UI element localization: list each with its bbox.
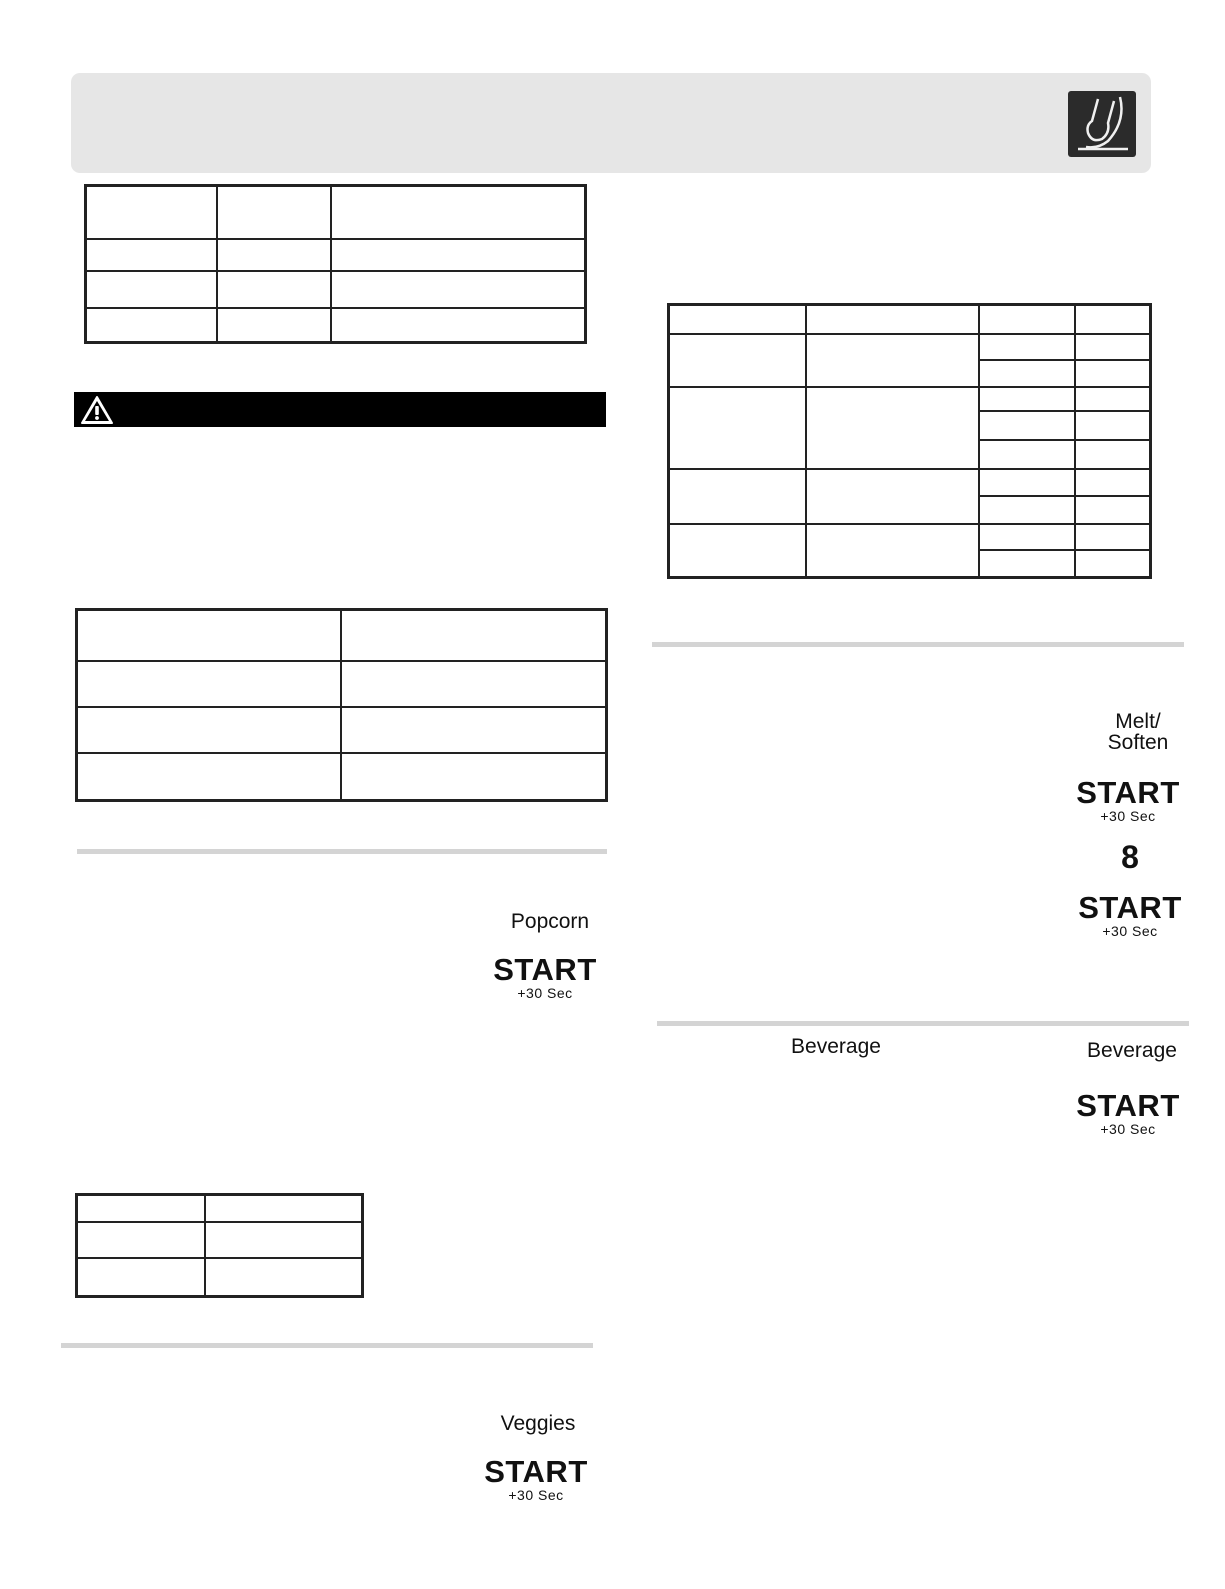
start-key (1073, 1090, 1183, 1137)
start-key-sublabel: +30 Sec (1100, 808, 1156, 824)
start-key-sublabel: +30 Sec (517, 985, 573, 1001)
warning-bar (74, 392, 606, 427)
start-key (490, 954, 600, 1001)
table-cell (341, 707, 607, 753)
start-key (1075, 892, 1185, 939)
start-key-label: START (1076, 775, 1180, 810)
start-key-label: START (484, 1454, 588, 1489)
beverage-heading-key: Beverage (791, 1035, 881, 1058)
page-header-band (71, 73, 1151, 173)
table-cell (205, 1258, 363, 1297)
start-key-sublabel: +30 Sec (1100, 1121, 1156, 1137)
table-cell (217, 186, 331, 239)
table-cell (217, 239, 331, 271)
table-cell (205, 1195, 363, 1222)
section-divider (61, 1343, 593, 1348)
start-key (1073, 777, 1183, 824)
table-cell (77, 1195, 205, 1222)
table-cell (86, 308, 217, 343)
table-cell (86, 186, 217, 239)
section-divider (657, 1021, 1189, 1026)
start-key-label: START (493, 952, 597, 987)
table-cell (86, 271, 217, 308)
table-bottom-left (75, 1193, 364, 1298)
table-cell (331, 186, 586, 239)
touch-finger-icon (1068, 91, 1136, 157)
beverage-key: Beverage (1087, 1039, 1177, 1062)
table-cell (77, 707, 341, 753)
table-cell (331, 271, 586, 308)
table-cell (77, 753, 341, 801)
melt-soften-label-line2: Soften (1107, 731, 1169, 754)
table-cell (217, 271, 331, 308)
table-cell (77, 1258, 205, 1297)
melt-soften-key (1078, 711, 1198, 753)
melt-soften-label-line1: Melt/ (1115, 710, 1161, 733)
table-cell (205, 1222, 363, 1258)
table-cell (86, 239, 217, 271)
table-cell (341, 753, 607, 801)
start-key-sublabel: +30 Sec (1102, 923, 1158, 939)
veggies-key: Veggies (500, 1412, 576, 1435)
popcorn-key: Popcorn (510, 910, 590, 933)
start-key-label: START (1078, 890, 1182, 925)
warning-triangle-icon (80, 395, 114, 425)
section-divider (652, 642, 1184, 647)
table-middle-left (75, 608, 608, 802)
table-cell (341, 661, 607, 707)
section-divider (77, 849, 607, 854)
table-right (667, 303, 1152, 579)
table-cell (77, 1222, 205, 1258)
table-cell (77, 661, 341, 707)
table-cell (77, 610, 341, 661)
table-cell (341, 610, 607, 661)
table-cell (217, 308, 331, 343)
table-cell (331, 308, 586, 343)
table-cell (331, 239, 586, 271)
start-key (481, 1456, 591, 1503)
table-top-left (84, 184, 587, 344)
start-key-label: START (1076, 1088, 1180, 1123)
start-key-sublabel: +30 Sec (508, 1487, 564, 1503)
digit-8-key: 8 (1121, 839, 1139, 875)
